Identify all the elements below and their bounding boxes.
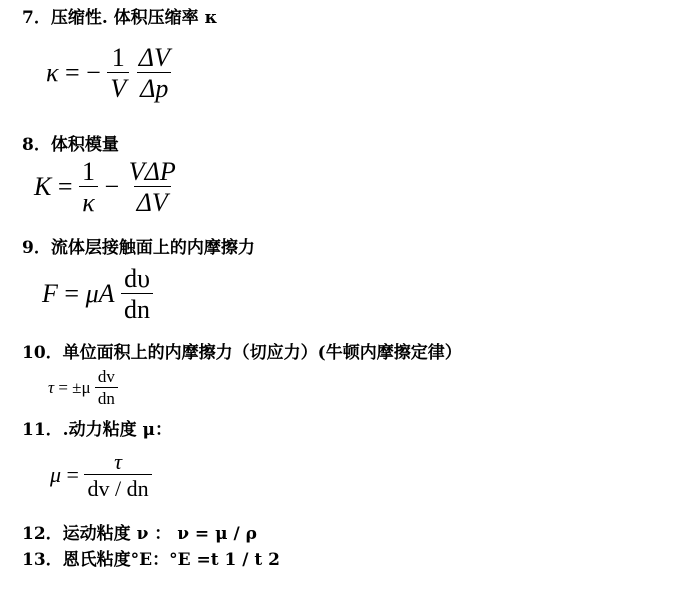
fraction-numerator: VΔP (128, 157, 176, 186)
fraction-tau-over-dvdn (84, 450, 151, 500)
fraction-numerator: 1 (82, 157, 96, 186)
fraction-denominator: ΔV (134, 186, 171, 216)
fraction-numerator: τ (114, 449, 122, 474)
fraction-dv-over-dp (136, 44, 173, 103)
formula-compressibility (46, 44, 173, 103)
fraction-denominator: Δp (137, 72, 171, 102)
fraction-denominator: κ (79, 186, 97, 216)
fraction-denominator: V (107, 72, 129, 102)
fraction-numerator: dυ (124, 264, 150, 293)
formula-operator: = (64, 279, 80, 309)
formula-lhs: τ (48, 377, 55, 397)
formula-dynamic-viscosity (50, 450, 152, 500)
item-number: 13． (22, 550, 63, 570)
item-title: 压缩性. 体积压缩率 κ (50, 8, 218, 28)
item-title: .动力粘度 μ： (62, 420, 172, 440)
fraction-denominator: dv / dn (84, 474, 151, 500)
fraction-numerator: ΔV (138, 43, 170, 72)
formula-coefficient: μA (85, 279, 115, 309)
formula-lhs: κ (46, 58, 59, 88)
fraction-dv-over-dn (121, 265, 153, 324)
formula-operator: = (66, 462, 79, 488)
item-8-heading (22, 135, 119, 155)
item-9-heading (22, 238, 255, 258)
item-11-heading (22, 420, 172, 440)
formula-operator: = (57, 172, 73, 202)
fraction-denominator: dn (121, 293, 153, 323)
item-10-heading (22, 343, 462, 363)
item-number: 11． (22, 420, 63, 440)
item-title: 恩氏粘度°E：°E =t 1 / t 2 (62, 550, 280, 570)
fraction-one-over-kappa (79, 158, 98, 217)
formula-minus: − (104, 172, 120, 202)
item-13-heading (22, 550, 280, 570)
formula-friction-force (42, 265, 153, 324)
item-12-heading (22, 524, 257, 544)
item-number: 8． (22, 135, 51, 155)
fraction-vdp-over-dv (126, 158, 179, 217)
fraction-one-over-v (107, 44, 129, 103)
item-number: 10． (22, 343, 63, 363)
item-title: 运动粘度 ν ： ν = μ / ρ (62, 524, 257, 544)
item-number: 7． (22, 8, 51, 28)
item-title: 单位面积上的内摩擦力（切应力）(牛顿内摩擦定律） (62, 343, 462, 363)
formula-shear-stress (48, 368, 118, 408)
item-title: 流体层接触面上的内摩擦力 (50, 238, 255, 258)
formula-lhs: K (34, 172, 52, 202)
item-number: 12． (22, 524, 63, 544)
formula-lhs: μ (50, 462, 62, 488)
fraction-numerator: dv (97, 367, 115, 386)
formula-operator: = − (64, 58, 101, 88)
formula-operator: = ±μ (58, 377, 91, 397)
formula-bulk-modulus (34, 158, 179, 217)
fraction-dv-over-dn (95, 368, 118, 408)
fraction-numerator: 1 (111, 43, 125, 72)
fraction-denominator: dn (95, 387, 118, 408)
item-number: 9． (22, 238, 51, 258)
item-7-heading (22, 8, 217, 28)
formula-lhs: F (42, 279, 58, 309)
item-title: 体积模量 (50, 135, 119, 155)
